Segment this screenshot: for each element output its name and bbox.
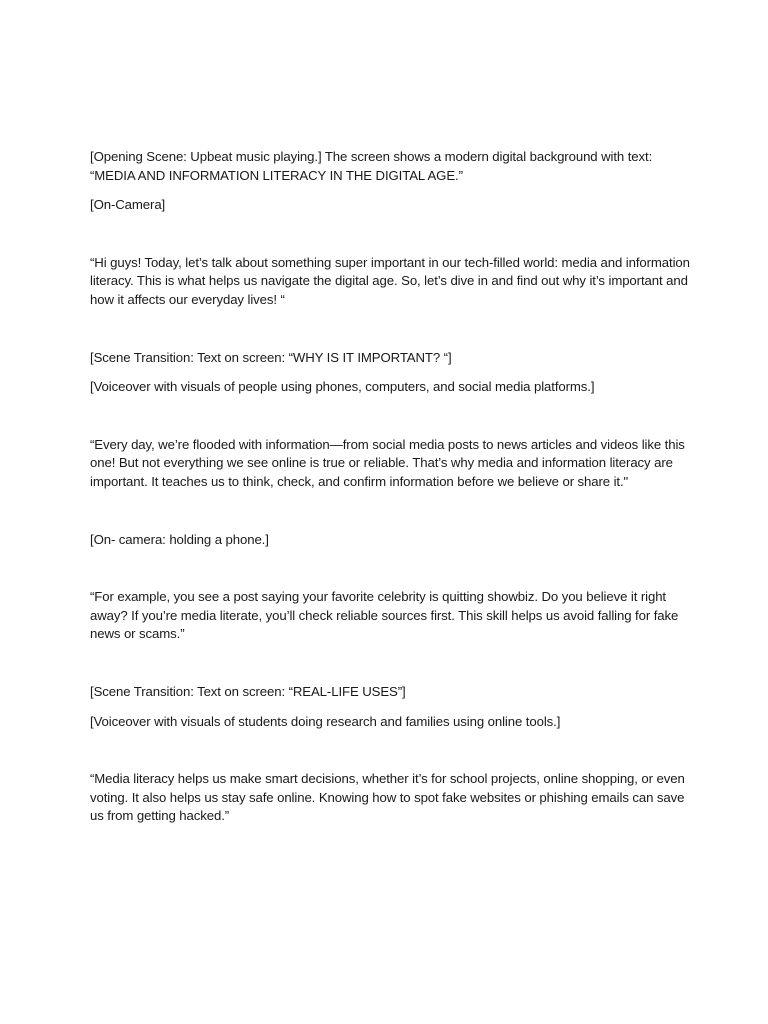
script-body xyxy=(90,148,690,826)
scene-transition-real-life-uses: [Scene Transition: Text on screen: “REAL-LIFE USES”] xyxy=(90,683,406,699)
scene-transition-why-important: [Scene Transition: Text on screen: “WHY IS IT IMPORTANT? “] xyxy=(90,349,452,365)
intro-dialogue-paragraph: “Hi guys! Today, let’s talk about something super important in our tech-filled world: media and information literacy. This is what helps us navigate the digital age. So, let’s dive in and find out why it’s important and how it affects our everyday lives! “ xyxy=(90,254,690,307)
celebrity-example-paragraph: “For example, you see a post saying your favorite celebrity is quitting showbiz. Do you believe it right away? If you’re media literate, you’ll check reliable sources first. This skill helps us avoid falling for fake news or scams.” xyxy=(90,589,679,642)
information-flood-paragraph: “Every day, we’re flooded with information—from social media posts to news articles and videos like this one! But not everything we see online is true or reliable. That’s why media and information literacy are important. It teaches us to think, check, and confirm information before we believe or share it." xyxy=(90,436,685,489)
voiceover-direction-students: [Voiceover with visuals of students doing research and families using online tools.] xyxy=(90,713,561,729)
on-camera-phone-direction: [On- camera: holding a phone.] xyxy=(90,531,269,547)
on-camera-direction: [On-Camera] xyxy=(90,197,166,213)
opening-scene-paragraph: [Opening Scene: Upbeat music playing.] The screen shows a modern digital background with text: “MEDIA AND INFORMATION LITERACY IN THE DIGITAL AGE.” xyxy=(90,149,653,183)
voiceover-direction-phones: [Voiceover with visuals of people using phones, computers, and social media platforms.] xyxy=(90,379,595,395)
smart-decisions-paragraph: “Media literacy helps us make smart decisions, whether it’s for school projects, online shopping, or even voting. It also helps us stay safe online. Knowing how to spot fake websites or phishing emails can save us from getting hacked.” xyxy=(90,771,685,824)
